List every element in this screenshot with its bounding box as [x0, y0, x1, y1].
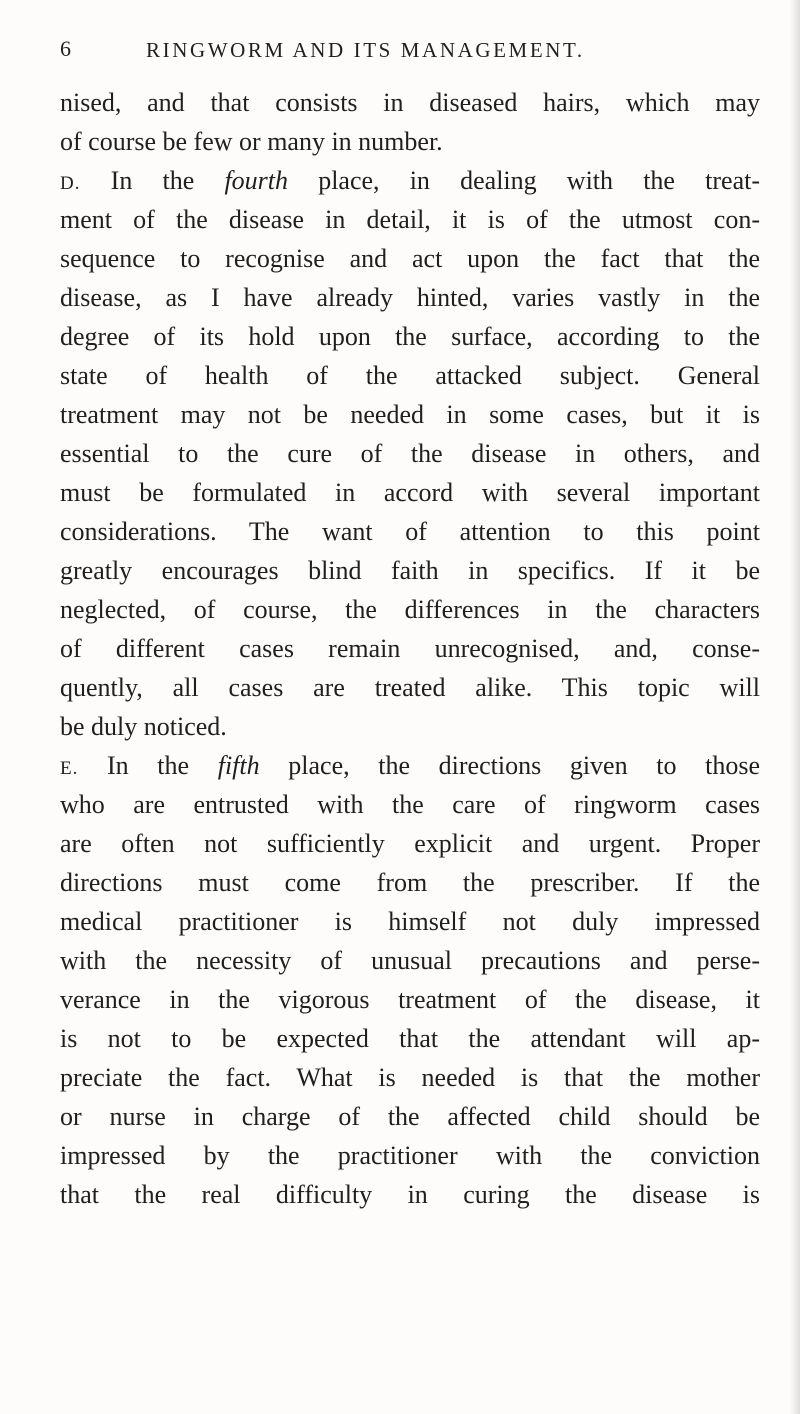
- section-marker: D.: [60, 173, 81, 194]
- text-line: essential to the cure of the disease in others, and: [60, 439, 760, 468]
- text-line: neglected, of course, the differences in the characters: [60, 595, 760, 624]
- text-line: medical practitioner is himself not duly impressed: [60, 907, 760, 936]
- text-line: degree of its hold upon the surface, according to the: [60, 322, 760, 351]
- text-line: nised, and that consists in diseased hairs, which may: [60, 88, 760, 117]
- text-line: must be formulated in accord with several important: [60, 478, 760, 507]
- text-line: greatly encourages blind faith in specifics. If it be: [60, 556, 760, 585]
- text-line: treatment may not be needed in some cases, but it is: [60, 400, 760, 429]
- text-line: [60, 164, 760, 201]
- text-line: directions must come from the prescriber. If the: [60, 868, 760, 897]
- running-title: RINGWORM AND ITS MANAGEMENT.: [146, 38, 585, 62]
- text-line: ment of the disease in detail, it is of the utmost con-: [60, 205, 760, 234]
- emphasis: fifth: [217, 751, 260, 780]
- text-line: state of health of the attacked subject. General: [60, 361, 760, 390]
- text-line: disease, as I have already hinted, varies vastly in the: [60, 283, 760, 312]
- text-line: or nurse in charge of the affected child should be: [60, 1102, 760, 1131]
- text-line: who are entrusted with the care of ringworm cases: [60, 790, 760, 819]
- text-line: sequence to recognise and act upon the fact that the: [60, 244, 760, 273]
- running-head: [60, 36, 760, 70]
- text-line: that the real difficulty in curing the disease is: [60, 1180, 760, 1209]
- text-line: of course be few or many in number.: [60, 127, 443, 156]
- line-segment: In the: [80, 166, 225, 195]
- line-segment: place, in dealing with the treat-: [288, 166, 760, 195]
- text-line: verance in the vigorous treatment of the disease, it: [60, 985, 760, 1014]
- section-marker: E.: [60, 758, 79, 779]
- text-line: are often not sufficiently explicit and urgent. Proper: [60, 829, 760, 858]
- text-line: is not to be expected that the attendant will ap-: [60, 1024, 760, 1053]
- text-line: preciate the fact. What is needed is that the mother: [60, 1063, 760, 1092]
- text-line: be duly noticed.: [60, 712, 227, 741]
- text-line: quently, all cases are treated alike. This topic will: [60, 673, 760, 702]
- page-number: 6: [60, 36, 71, 61]
- line-segment: place, the directions given to those: [259, 751, 760, 780]
- line-segment: In the: [78, 751, 218, 780]
- text-line: of different cases remain unrecognised, and, conse-: [60, 634, 760, 663]
- page-edge-shadow: [790, 0, 800, 1414]
- text-line: impressed by the practitioner with the conviction: [60, 1141, 760, 1170]
- text-line: with the necessity of unusual precautions and perse-: [60, 946, 760, 975]
- emphasis: fourth: [224, 166, 289, 195]
- text-line: [60, 749, 760, 786]
- text-line: considerations. The want of attention to this point: [60, 517, 760, 546]
